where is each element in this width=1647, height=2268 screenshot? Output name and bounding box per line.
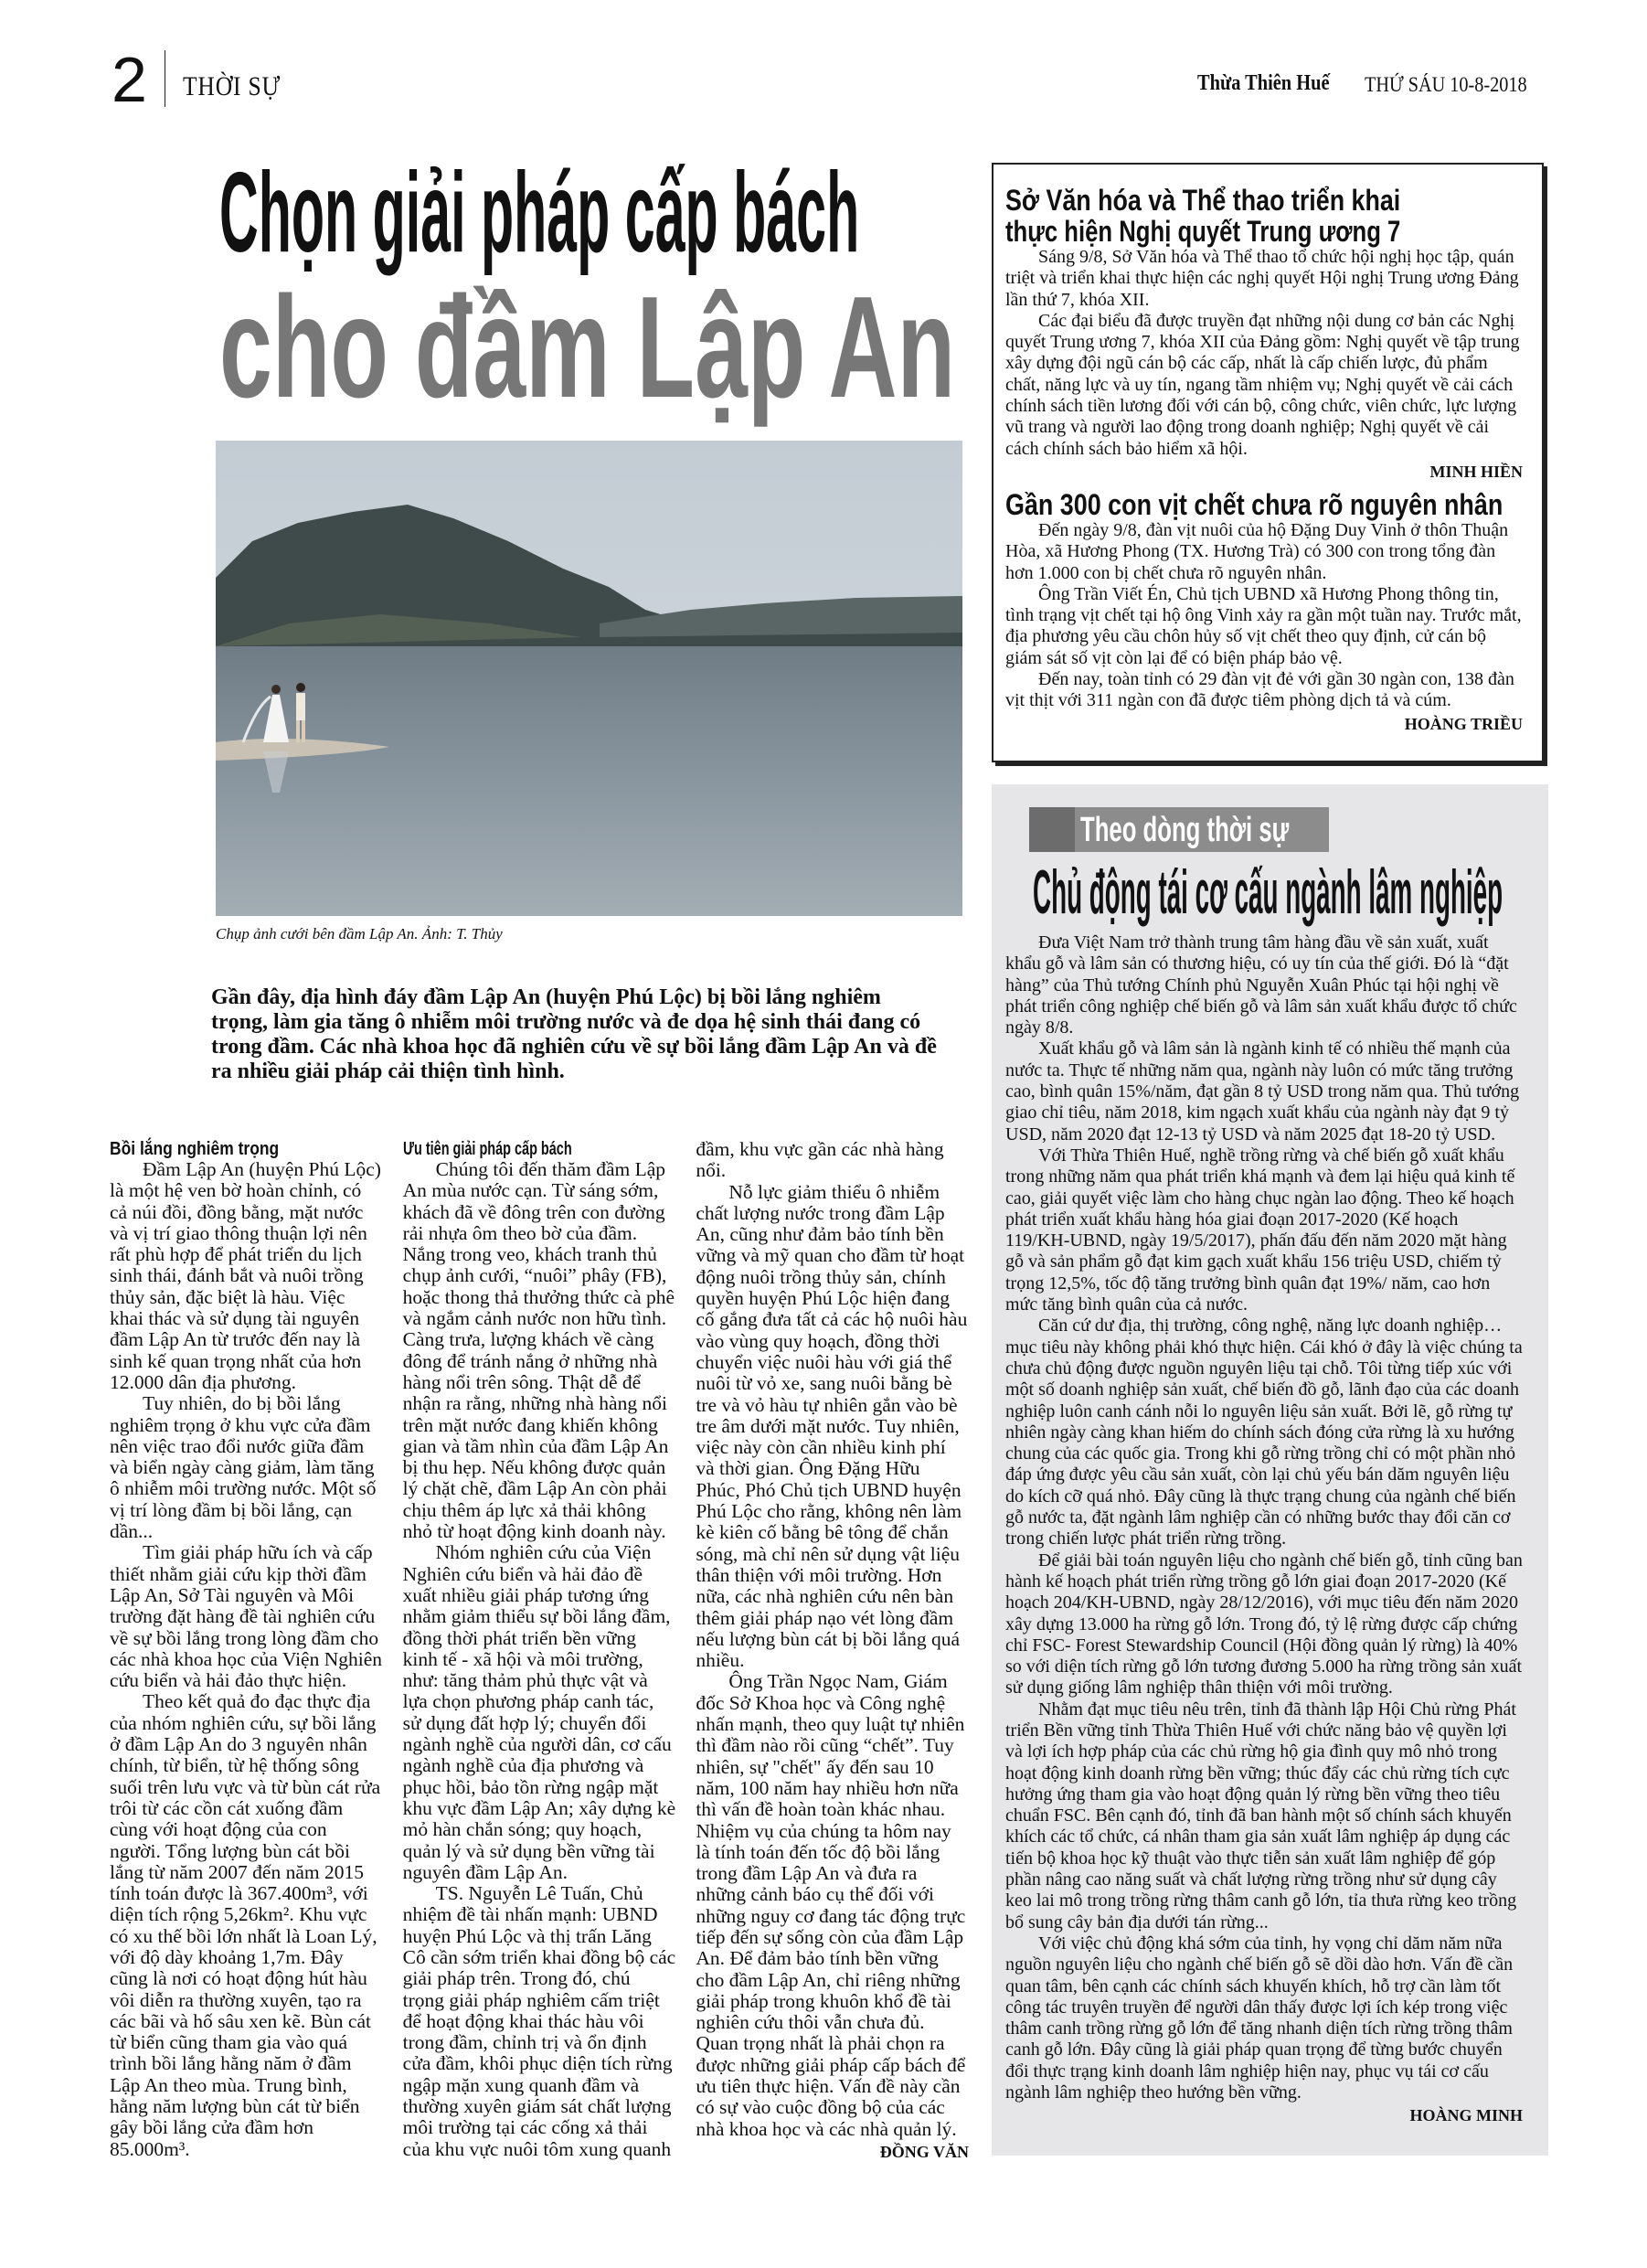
- brief2-author: HOÀNG TRIỀU: [1404, 714, 1523, 733]
- photo-image: [216, 441, 962, 916]
- article-body: [110, 1139, 969, 2190]
- feature-tag: [1029, 807, 1329, 852]
- feature-headline: Chủ động tái cơ cấu ngành lâm nghiệp: [1033, 857, 1504, 927]
- paragraph: Chúng tôi đến thăm đầm Lập An mùa nước cạn. Từ sáng sớm, khách đã về đông trên con đường rải nhựa ôm theo bờ của đầm. Nắng trong veo, khách tranh thủ chụp ảnh cưới, “nuôi” phây (FB), hoặc thong thả thưởng thức cà phê và ngắm cảnh nước non hữu tình. Càng trưa, lượng khách về càng đông để tránh nắng ở những nhà hàng nổi trên sông. Thật dễ để nhận ra rằng, những nhà hàng nổi trên mặt nước đang khiến không gian và tầm nhìn của đầm Lập An bị thu hẹp. Nếu không được quản lý chặt chẽ, đầm Lập An còn phải chịu thêm áp lực xả thải không nhỏ từ hoạt động kinh doanh này.: [402, 1158, 675, 1543]
- news-brief-box: [992, 163, 1544, 762]
- brief1-headline: [1005, 185, 1523, 247]
- brief1-body: [1005, 247, 1523, 460]
- paragraph: Nhóm nghiên cứu của Viện Nghiên cứu biển và hải đảo đề xuất nhiều giải pháp tương ứng nhằm giảm thiểu sự bồi lắng đầm, đồng thời phát triển bền vững kinh tế - xã hội và môi trường, như: tăng thảm phủ thực vật và lựa chọn phương pháp canh tác, sử dụng đất hợp lý; chuyển đổi ngành nghề của người dân, cơ cấu ngành nghề của địa phương và phục hồi, bảo tồn rừng ngập mặt khu vực đầm Lập An; xây dựng kè mỏ hàn chắn sóng; quy hoạch, quản lý và sử dụng bền vững tài nguyên đầm Lập An.: [402, 1541, 676, 1883]
- page-number: 2: [112, 44, 147, 115]
- main-headline-text2: cho đầm Lập An: [219, 267, 956, 428]
- paragraph: Nỗ lực giảm thiểu ô nhiễm chất lượng nước trong đầm Lập An, cũng như đảm bảo tính bền vững và mỹ quan cho đầm từ hoạt động nuôi trồng thủy sản, chính quyền huyện Phú Lộc hiện đang cố gắng đưa tất cả các hộ nuôi hàu vào vùng quy hoạch, đồng thời chuyển việc nuôi hàu với giá thể nuôi từ vỏ xe, sang nuôi bằng bè tre và vỏ hàu tự nhiên gắn vào bè tre âm dưới mặt nước. Tuy nhiên, việc này còn cần nhiều kinh phí và thời gian. Ông Đặng Hữu Phúc, Phó Chủ tịch UBND huyện Phú Lộc cho rằng, không nên làm kè kiên cố bằng bê tông để chắn sóng, mà chỉ nên sử dụng vật liệu thân thiện với môi trường. Hơn nữa, các nhà nghiên cứu nên bàn thêm giải pháp nạo vét lòng đầm nếu lượng bùn cát bị bồi lắng quá nhiều.: [696, 1180, 968, 1672]
- paragraph: Với việc chủ động khá sớm của tỉnh, hy vọng chỉ dăm năm nữa nguồn nguyên liệu cho ngành chế biến gỗ sẽ dồi dào hơn. Vấn đề cần quan tâm, bên cạnh các chính sách khuyến khích, hỗ trợ cần làm tốt công tác truyên truyền để người dân thấy được lợi ích kép trong việc thâm canh trồng rừng gỗ lớn để tăng nhanh diện tích rừng trồng thâm canh gỗ lớn. Đây cũng là giải pháp quan trọng để từng bước chuyển đổi thực trạng kinh doanh lâm nghiệp hiện nay, phục vụ tái cơ cấu ngành lâm nghiệp theo hướng bền vững.: [1005, 1933, 1514, 2103]
- paragraph: Đưa Việt Nam trở thành trung tâm hàng đầu về sản xuất, xuất khẩu gỗ và lâm sản có thương hiệu, có uy tín của thế giới. Đó là “đặt hàng” của Thủ tướng Chính phủ Nguyễn Xuân Phúc tại hội nghị về phát triển công nghiệp chế biến gỗ và lâm sản xuất khẩu được tổ chức ngày 8/8.: [1005, 932, 1517, 1038]
- feature-tag-label: Theo dòng thời sự: [1080, 811, 1290, 849]
- brief1-headline-line1: Sở Văn hóa và Thể thao triển khai: [1005, 184, 1401, 217]
- paragraph: Đến nay, toàn tỉnh có 29 đàn vịt đẻ với gần 30 ngàn con, 138 đàn vịt thịt với 311 ngàn con đã được tiêm phòng dịch tả và cúm.: [1005, 669, 1514, 711]
- feature-tag-accent: [1029, 807, 1075, 852]
- paragraph: Với Thừa Thiên Huế, nghề trồng rừng và chế biến gỗ xuất khẩu trong những năm qua phát triển khá mạnh và đem lại hiệu quả kinh tế cao, giải quyết việc làm cho hàng chục ngàn lao động. Theo kế hoạch phát triển xuất khẩu hàng hóa giai đoạn 2017-2020 (Kế hoạch 119/KH-UBND, ngày 19/5/2017), phấn đấu đến năm 2020 mặt hàng gỗ và sản phẩm gỗ đạt kim gạch xuất khẩu 156 triệu USD, chiếm tỷ trọng 12,5%, tốc độ tăng trưởng bình quân đạt 19%/ năm, cao hơn mức tăng bình quân của cả nước.: [1005, 1145, 1515, 1315]
- article-lede: Gần đây, địa hình đáy đầm Lập An (huyện Phú Lộc) bị bồi lắng nghiêm trọng, làm gia tăng ô nhiễm môi trường nước và đe dọa hệ sinh thái đang có trong đầm. Các nhà khoa học đã nghiên cứu về sự bồi lắng đầm Lập An và đề ra nhiều giải pháp cải thiện tình hình.: [211, 985, 937, 1083]
- paragraph: Ông Trần Viết Én, Chủ tịch UBND xã Hương Phong thông tin, tình trạng vịt chết tại hộ ông Vinh xảy ra gần một tuần nay. Trước mắt, địa phương yêu cầu chôn hủy số vịt chết theo quy định, cử cán bộ giám sát số vịt còn lại để có biện pháp bảo vệ.: [1005, 583, 1522, 668]
- paragraph: TS. Nguyễn Lê Tuấn, Chủ nhiệm đề tài nhấn mạnh: UBND huyện Phú Lộc và thị trấn Lăng Cô cần sớm triển khai đồng bộ các giải pháp trên. Trong đó, chú trọng giải pháp nghiêm cấm triệt để hoạt động khai thác hàu vôi trong đầm, chỉnh trị và ổn định cửa đầm, khôi phục diện tích rừng ngập mặn xung quanh đầm và thường xuyên giám sát chất lượng môi trường tại các cống xả thải của khu vực nuôi tôm xung quanh đầm, khu vực gần các nhà hàng nổi.: [402, 1138, 944, 2160]
- feature-body: [1005, 932, 1523, 2127]
- brief1-author: MINH HIỀN: [1429, 462, 1523, 481]
- issue-date: THỨ SÁU 10-8-2018: [1365, 73, 1527, 96]
- main-headline-text1: Chọn giải pháp cấp bách: [219, 150, 860, 276]
- section-heading-text: Ưu tiên giải pháp cấp bách: [402, 1139, 572, 1159]
- paragraph: Căn cứ dư địa, thị trường, công nghệ, năng lực doanh nghiệp… mục tiêu này không phải khó thực hiện. Cái khó ở đây là việc chúng ta chưa chủ động được nguồn nguyên liệu tại chỗ. Tôi từng tiếp xúc với một số doanh nghiệp sản xuất, chế biến đồ gỗ, lãnh đạo của các doanh nghiệp luôn canh cánh nỗi lo nguyên liệu sản xuất. Bởi lẽ, gỗ rừng tự nhiên ngày càng khan hiếm do chính sách đóng cửa rừng là xu hướng chung của các quốc gia. Trong khi gỗ rừng trồng chỉ có một phần nhỏ đáp ứng được yêu cầu sản xuất, còn lại chủ yếu bán dăm nguyên liệu do kích cỡ quá nhỏ. Đây cũng là thực trạng chung của ngành chế biến gỗ nước ta, đặt ngành lâm nghiệp cần có những bước thay đổi căn cơ trong chiến lược phát triển rừng trồng.: [1005, 1315, 1523, 1549]
- brief2-headline: [1005, 489, 1523, 520]
- paragraph: Đầm Lập An (huyện Phú Lộc) là một hệ ven bờ hoàn chỉnh, có cả núi đồi, đồng bằng, mặt nước và vị trí giao thông thuận lợi nên rất phù hợp để phát triển du lịch sinh thái, đánh bắt và nuôi trồng thủy sản, đặc biệt là hàu. Việc khai thác và sử dụng tài nguyên đầm Lập An từ trước đến nay là sinh kế quan trọng nhất của hơn 12.000 dân địa phương.: [110, 1158, 381, 1393]
- article-author: ĐỒNG VĂN: [879, 2142, 969, 2161]
- paragraph: Các đại biểu đã được truyền đạt những nội dung cơ bản các Nghị quyết Trung ương 7, khóa XII của Đảng gồm: Nghị quyết về tập trung xây dựng đội ngũ cán bộ các cấp, nhất là cấp chiến lược, đủ phẩm chất, năng lực và uy tín, ngang tầm nhiệm vụ; Nghị quyết về cải cách chính sách tiền lương đối với cán bộ, công chức, viên chức, lực lượng vũ trang và người lao động trong doanh nghiệp; Nghị quyết về cải cách chính sách bảo hiểm xã hội.: [1005, 310, 1520, 459]
- paragraph: Sáng 9/8, Sở Văn hóa và Thể thao tổ chức hội nghị học tập, quán triệt và triển khai thực hiện các nghị quyết Hội nghị Trung ương Đảng lần thứ 7, khóa XII.: [1005, 247, 1519, 310]
- paragraph: Ông Trần Ngọc Nam, Giám đốc Sở Khoa học và Công nghệ nhấn mạnh, theo quy luật tự nhiên thì đầm nào rồi cũng “chết”. Tuy nhiên, sự "chết" ấy đến sau 10 năm, 100 năm hay nhiều hơn nữa thì vấn đề hoàn toàn khác nhau. Nhiệm vụ của chúng ta hôm nay là tính toán đến tốc độ bồi lắng trong đầm Lập An và đưa ra những cảnh báo cụ thể đối với những nguy cơ đang tác động trực tiếp đến sự sống còn của đầm Lập An. Để đảm bảo tính bền vững cho đầm Lập An, chỉ riêng những giải pháp trong khuôn khổ đề tài nghiên cứu thôi vẫn chưa đủ. Quan trọng nhất là phải chọn ra được những giải pháp cấp bách để ưu tiên thực hiện. Vấn đề này cần có sự vào cuộc đồng bộ của các nhà khoa học và các nhà quản lý.: [696, 1670, 966, 2140]
- paragraph: Nhằm đạt mục tiêu nêu trên, tỉnh đã thành lập Hội Chủ rừng Phát triển Bền vững tỉnh Thừa Thiên Huế với chức năng bảo vệ quyền lợi và lợi ích hợp pháp của các chủ rừng hộ gia đình quy mô nhỏ trong hoạt động kinh doanh rừng bền vững; thúc đẩy các chủ rừng tích cực hưởng ứng tham gia vào hoạt động quản lý rừng bền vững theo tiêu chuẩn FSC. Bên cạnh đó, tỉnh đã ban hành một số chính sách khuyến khích các tổ chức, cá nhân tham gia sản xuất lâm nghiệp áp dụng các tiến bộ khoa học kỹ thuật vào thực tiễn sản xuất lâm nghiệp để góp phần nâng cao năng suất và chất lượng rừng trồng như sử dụng cây keo lai mô trong trồng rừng thâm canh gỗ lớn, tỉa thưa rừng keo trồng bổ sung cây bản địa dưới tán rừng...: [1005, 1698, 1517, 1933]
- paragraph: Theo kết quả đo đạc thực địa của nhóm nghiên cứu, sự bồi lắng ở đầm Lập An do 3 nguyên nhân chính, từ biển, từ hệ thống sông suối trên lưu vực và từ bùn cát rửa trôi từ các cồn cát xuống đầm cùng với hoạt động của con người. Tổng lượng bùn cát bồi lắng từ năm 2007 đến năm 2015 tính toán được là 367.400m³, với diện tích rộng 5,26km². Khu vực có xu thế bồi lớn nhất là Loan Lý, với độ dày khoảng 1,7m. Đây cũng là nơi có hoạt động hút hàu vôi diễn ra thường xuyên, tạo ra các bãi và hố sâu xen kẽ. Bùn cát từ biển cũng tham gia vào quá trình bồi lắng hằng năm ở đầm Lập An theo mùa. Trung bình, hằng năm lượng bùn cát từ biển gây bồi lắng cửa đầm hơn 85.000m³.: [110, 1690, 381, 2160]
- paragraph: Tuy nhiên, do bị bồi lắng nghiêm trọng ở khu vực cửa đầm nên việc trao đổi nước giữa đầm và biển ngày càng giảm, làm tăng ô nhiễm môi trường nước. Một số vị trí lòng đầm bị bồi lắng, cạn dần...: [110, 1392, 377, 1543]
- newspaper-name: Thừa Thiên Huế: [1197, 71, 1330, 95]
- paragraph: Xuất khẩu gỗ và lâm sản là ngành kinh tế có nhiều thế mạnh của nước ta. Thực tế những năm qua, ngành này luôn có mức tăng trưởng cao, bình quân 15%/năm, đạt gần 8 tỷ USD trong năm qua. Thủ tướng giao chỉ tiêu, năm 2018, kim ngạch xuất khẩu của ngành này đạt 9 tỷ USD, năm 2020 đạt 12-13 tỷ USD và năm 2025 đạt 18-20 tỷ USD.: [1005, 1038, 1520, 1145]
- section-heading: [110, 1139, 383, 1159]
- paragraph: Tìm giải pháp hữu ích và cấp thiết nhằm giải cứu kịp thời đầm Lập An, Sở Tài nguyên và Môi trường đặt hàng đề tài nghiên cứu về sự bồi lắng trong lòng đầm cho các nhà khoa học của Viện Nghiên cứu biển và hải đảo thực hiện.: [110, 1541, 382, 1692]
- feature-author: HOÀNG MINH: [1409, 2106, 1523, 2125]
- brief1-headline-line2: thực hiện Nghị quyết Trung ương 7: [1005, 215, 1401, 248]
- paragraph: Để giải bài toán nguyên liệu cho ngành chế biến gỗ, tỉnh cũng ban hành kế hoạch phát triển rừng trồng gỗ lớn giai đoạn 2017-2020 (Kế hoạch 204/KH-UBND, ngày 28/12/2016), với mục tiêu đến năm 2020 xây dựng 13.000 ha rừng gỗ lớn. Trong đó, tỷ lệ rừng được cấp chứng chỉ FSC- Forest Stewardship Council (Hội đồng quản lý rừng) là 40% so với diện tích rừng gỗ lớn tương đương 5.000 ha rừng trồng sản xuất sử dụng giống lâm nghiệp thân thiện với môi trường.: [1005, 1549, 1523, 1698]
- section-name: THỜI SỰ: [183, 71, 282, 101]
- brief2-headline-text: Gần 300 con vịt chết chưa rõ nguyên nhân: [1005, 487, 1504, 521]
- lagoon-photo: [216, 441, 962, 916]
- section-heading-text: Bồi lắng nghiêm trọng: [110, 1139, 280, 1159]
- photo-caption: Chụp ảnh cưới bên đầm Lập An. Ảnh: T. Thủy: [216, 925, 503, 942]
- paragraph: Đến ngày 9/8, đàn vịt nuôi của hộ Đặng Duy Vinh ở thôn Thuận Hòa, xã Hương Phong (TX. Hương Trà) có 300 con trong tổng đàn hơn 1.000 con bị chết chưa rõ nguyên nhân.: [1005, 519, 1509, 583]
- brief2-body: [1005, 520, 1523, 712]
- section-heading: [403, 1139, 676, 1159]
